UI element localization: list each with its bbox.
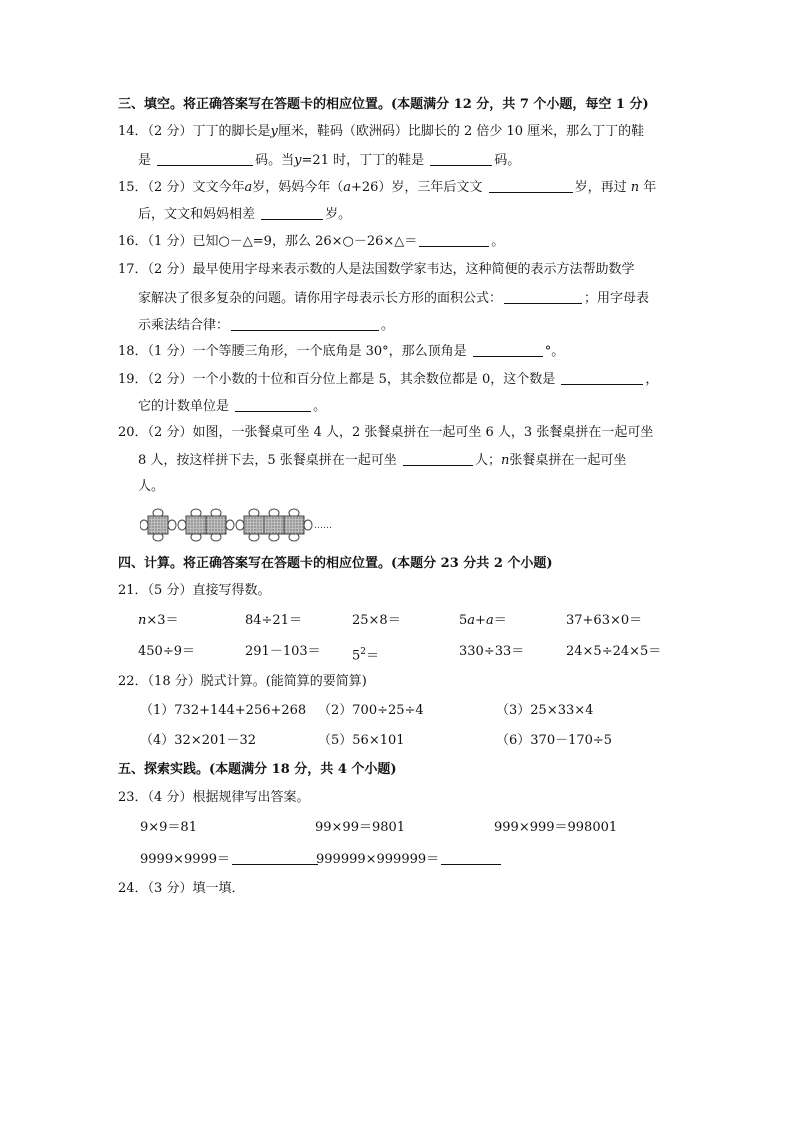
q14-text-2: 厘米，鞋码（欧洲码）比脚长的 2 倍少 10 厘米，那么丁丁的鞋: [277, 124, 645, 139]
q15-text-2: 岁，妈妈今年（: [252, 180, 344, 195]
q21-eq-2: ＝: [366, 648, 380, 664]
q20-text-2a: 8 人，按这样拼下去，5 张餐桌拼在一起可坐: [138, 453, 397, 468]
three-tables-icon: [236, 509, 312, 541]
one-table-icon: [140, 509, 176, 541]
question-17-line-2: [138, 289, 649, 308]
q22-item-3: （3）25×33×4: [496, 703, 594, 718]
q23-pattern-2: 99×99＝9801: [315, 820, 406, 835]
q21-item-4-num: 5: [459, 613, 468, 628]
q23-pattern-1: 9×9＝81: [140, 820, 197, 835]
q23-q1-text: 9999×9999＝: [140, 852, 231, 867]
q17-text-3b: 。: [381, 318, 395, 333]
question-20-line-2: [138, 451, 626, 470]
q20-var-n: n: [500, 453, 510, 468]
q14-text-4: 码。当: [255, 153, 295, 168]
question-19-line-2: [138, 397, 326, 416]
q22-item-1: （1）732+144+256+268: [140, 703, 307, 718]
q23-answer-blank-1[interactable]: [232, 850, 318, 865]
q17-answer-blank-1[interactable]: [504, 289, 582, 304]
q21-var-a: a: [467, 613, 476, 628]
question-15-line-1: [118, 178, 656, 197]
question-22-title: 22．（18 分）脱式计算。(能简算的要简算): [118, 674, 367, 689]
q19-answer-blank-1[interactable]: [561, 370, 643, 385]
q21-item-10: 24×5÷24×5＝: [566, 644, 662, 659]
q14-text-3: 是: [138, 153, 152, 168]
q21-var-a-2: a: [485, 613, 494, 628]
q15-text-3: +26）岁，三年后文文: [351, 180, 483, 195]
q14-var: y: [270, 124, 278, 139]
q14-text-5: =21 时，丁丁的鞋是: [301, 153, 425, 168]
q21-item-9: 330÷33＝: [459, 644, 525, 659]
q19-text-3: 它的计数单位是: [138, 399, 230, 414]
q21-item-2: 84÷21＝: [245, 613, 302, 628]
dining-tables-figure: [140, 508, 340, 542]
question-19-line-1: [118, 370, 658, 389]
q20-text-2c: 张餐桌拼在一起可坐: [509, 453, 627, 468]
question-14-line-1: [118, 123, 644, 141]
question-16: [118, 232, 504, 251]
q17-text-2a: 家解决了很多复杂的问题。请你用字母表示长方形的面积公式：: [138, 291, 503, 306]
q15-text-4: 岁，再过: [574, 180, 627, 195]
question-17-line-3: [138, 316, 394, 335]
q14-var-2: y: [294, 153, 302, 168]
q16-text-end: 。: [491, 234, 505, 249]
q15-var-a: a: [244, 180, 253, 195]
q21-item-3: 25×8＝: [352, 613, 401, 628]
continuation-dots: ……: [314, 521, 332, 531]
question-24-title: 24．（3 分）填一填．: [118, 881, 245, 896]
q15-text-5: 年: [643, 180, 657, 195]
q17-text-2b: ；用字母表: [584, 291, 650, 306]
q23-question-1: [140, 850, 320, 869]
q18-text: 18．（1 分）一个等腰三角形，一个底角是 30°，那么顶角是: [118, 344, 467, 359]
section-4-heading: 四、计算。将正确答案写在答题卡的相应位置。(本题分 23 分共 2 个小题): [118, 556, 553, 571]
question-20-line-1: 20．（2 分）如图，一张餐桌可坐 4 人，2 张餐桌拼在一起可坐 6 人，3 张餐桌拼在一起可坐: [118, 425, 654, 440]
q15-text-7: 岁。: [325, 207, 352, 222]
q19-text: 19．（2 分）一个小数的十位和百分位上都是 5，其余数位都是 0，这个数是: [118, 372, 556, 387]
q19-text-2: ，: [645, 372, 659, 387]
q18-text-end: °。: [544, 344, 565, 359]
question-18: [118, 342, 564, 361]
q14-text-6: 码。: [494, 153, 521, 168]
q19-text-4: 。: [313, 399, 327, 414]
q14-text: 14．（2 分）丁丁的脚长是: [118, 124, 271, 139]
q23-answer-blank-2[interactable]: [441, 850, 501, 865]
q21-base: 5: [352, 648, 361, 664]
q17-answer-blank-2[interactable]: [231, 316, 379, 331]
q23-pattern-3: 999×999＝998001: [494, 820, 618, 835]
q22-item-2: （2）700÷25÷4: [318, 703, 424, 718]
q23-question-2: [316, 850, 503, 869]
two-tables-icon: [178, 509, 234, 541]
q14-answer-blank-1[interactable]: [157, 151, 253, 166]
q14-answer-blank-2[interactable]: [430, 151, 492, 166]
q21-item-4: [459, 612, 507, 630]
q18-answer-blank[interactable]: [473, 342, 543, 357]
q22-item-5: （5）56×101: [318, 733, 405, 748]
q17-text-3a: 示乘法结合律：: [138, 318, 230, 333]
section-3-heading: 三、填空。将正确答案写在答题卡的相应位置。(本题满分 12 分，共 7 个小题，每空 1 分): [118, 97, 649, 112]
question-23-title: 23．（4 分）根据规律写出答案。: [118, 790, 310, 805]
q21-var-n: n: [138, 613, 147, 628]
q19-answer-blank-2[interactable]: [235, 397, 311, 412]
question-20-line-3: 人。: [138, 479, 165, 494]
q21-eq: ＝: [493, 613, 507, 628]
q15-text-6: 后，文文和妈妈相差: [138, 207, 256, 222]
q20-answer-blank-1[interactable]: [403, 451, 473, 466]
q22-item-4: （4）32×201－32: [140, 733, 257, 748]
question-17-line-1: 17．（2 分）最早使用字母来表示数的人是法国数学家韦达，这种简便的表示方法帮助数学: [118, 262, 635, 277]
section-5-heading: 五、探索实践。(本题满分 18 分，共 4 个小题): [118, 762, 397, 777]
q23-q2-text: 999999×999999＝: [316, 852, 440, 867]
q15-answer-blank-2[interactable]: [261, 205, 323, 220]
q21-exponent: 2: [360, 647, 367, 657]
q21-item-1-text: ×3＝: [146, 613, 179, 628]
question-15-line-2: [138, 205, 351, 224]
q16-text: 16．（1 分）已知○－△=9，那么 26×○－26×△＝: [118, 234, 418, 249]
q21-item-8: [352, 643, 379, 665]
q21-plus: +: [475, 613, 486, 628]
q15-var-n: n: [630, 180, 640, 195]
q21-item-6: 450÷9＝: [138, 644, 195, 659]
question-21-title: 21．（5 分）直接写得数。: [118, 583, 271, 598]
q15-answer-blank-1[interactable]: [489, 178, 573, 193]
q21-item-5: 37+63×0＝: [566, 613, 643, 628]
q21-item-1: [138, 612, 179, 630]
q16-answer-blank[interactable]: [419, 232, 489, 247]
q20-text-2b: 人；: [474, 453, 501, 468]
q22-item-6: （6）370－170÷5: [496, 733, 613, 748]
q15-text: 15．（2 分）文文今年: [118, 180, 245, 195]
q15-var-a-2: a: [343, 180, 351, 195]
q21-item-7: 291－103＝: [245, 644, 321, 659]
question-14-line-2: [138, 151, 520, 170]
